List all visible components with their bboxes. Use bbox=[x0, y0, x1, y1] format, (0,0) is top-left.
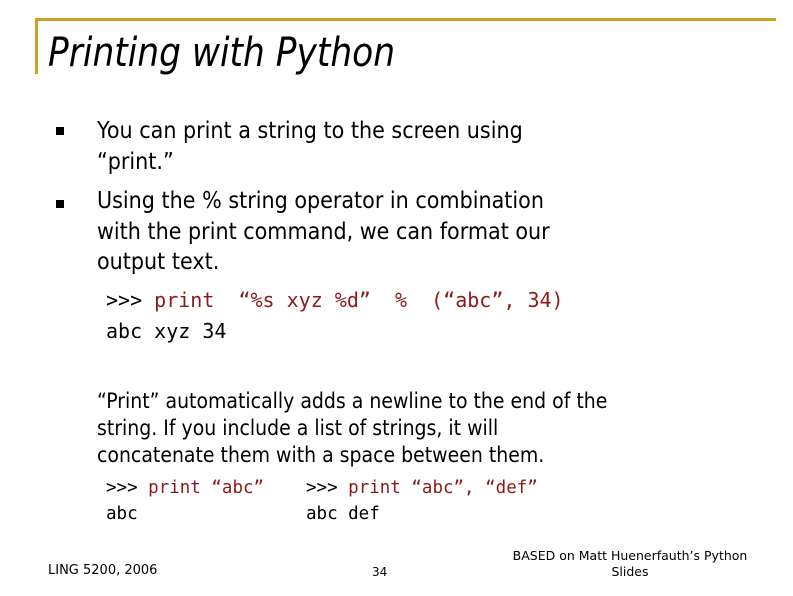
square-bullet-icon bbox=[56, 200, 64, 208]
slide-title: Printing with Python bbox=[48, 30, 396, 76]
code-command: print “abc”, “def” bbox=[348, 478, 538, 498]
print-explanation-paragraph bbox=[97, 388, 607, 469]
code-example-2-left-output: abc bbox=[106, 504, 138, 524]
code-prompt: >>> bbox=[106, 288, 155, 312]
code-example-1-output: abc xyz 34 bbox=[106, 319, 227, 343]
code-prompt: >>> bbox=[106, 478, 149, 498]
square-bullet-icon bbox=[56, 127, 64, 135]
code-prompt: >>> bbox=[306, 478, 349, 498]
bullet-2-text bbox=[97, 186, 550, 278]
footer-attribution-line-1: BASED on Matt Huenerfauth’s Python bbox=[512, 548, 748, 563]
footer-page-number: 34 bbox=[372, 565, 388, 579]
paragraph-line-2: string. If you include a list of strings, it will bbox=[97, 416, 499, 440]
code-example-2-left-input bbox=[106, 477, 264, 499]
code-example-2-right-output: abc def bbox=[306, 504, 380, 524]
footer-attribution-line-2: Slides bbox=[611, 564, 649, 579]
footer-course-label: LING 5200, 2006 bbox=[48, 563, 158, 578]
bullet-1-line-1: You can print a string to the screen using bbox=[97, 118, 523, 144]
bullet-1-text bbox=[97, 116, 523, 177]
paragraph-line-1: “Print” automatically adds a newline to the end of the bbox=[97, 389, 608, 413]
title-frame-left-rule bbox=[35, 18, 38, 74]
code-example-2-right-input bbox=[306, 477, 538, 499]
code-example-1-input bbox=[106, 287, 564, 313]
bullet-2-line-3: output text. bbox=[97, 249, 220, 275]
code-command: print “%s xyz %d” % (“abc”, 34) bbox=[154, 288, 564, 312]
bullet-1-line-2: “print.” bbox=[97, 148, 174, 175]
footer-attribution bbox=[505, 548, 755, 580]
paragraph-line-3: concatenate them with a space between them. bbox=[97, 443, 545, 467]
title-frame-top-rule bbox=[35, 18, 776, 21]
code-command: print “abc” bbox=[148, 478, 265, 498]
bullet-2-line-1: Using the % string operator in combination bbox=[97, 188, 544, 214]
bullet-2-line-2: with the print command, we can format our bbox=[97, 218, 550, 245]
